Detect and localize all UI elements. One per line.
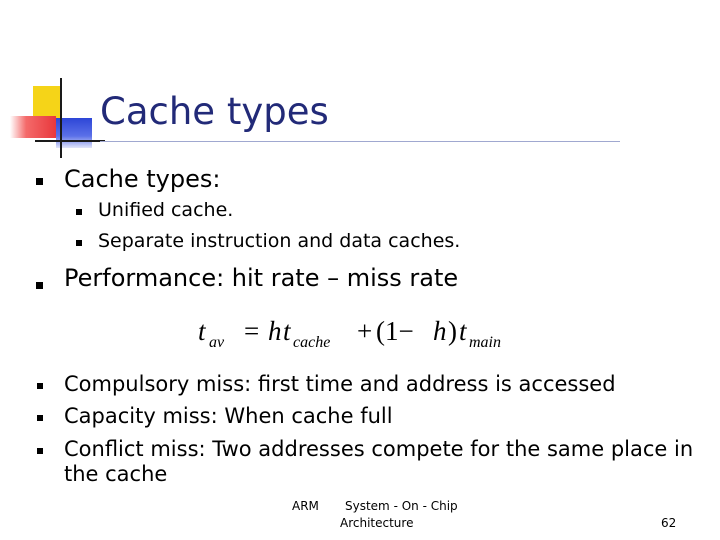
sub-bullet-unified: Unified cache. bbox=[98, 199, 234, 221]
formula-sub-cache: cache bbox=[293, 334, 331, 351]
formula-t-cache: t bbox=[283, 316, 291, 346]
sub-bullet-marker bbox=[76, 240, 82, 246]
bullet-marker bbox=[37, 383, 43, 389]
page-number: 62 bbox=[661, 516, 677, 530]
bullet-marker bbox=[36, 178, 43, 185]
bullet-marker bbox=[37, 415, 43, 421]
bullet-performance: Performance: hit rate – miss rate bbox=[64, 264, 459, 292]
formula-t-av: t bbox=[198, 316, 206, 346]
footer-center-line1: System - On - Chip bbox=[345, 499, 458, 513]
formula-equals: = bbox=[244, 316, 260, 346]
logo-red-square bbox=[10, 116, 56, 138]
formula-close-paren: ) bbox=[448, 316, 457, 346]
formula-h: h bbox=[268, 316, 282, 346]
bullet-compulsory-miss: Compulsory miss: first time and address is accessed bbox=[64, 372, 616, 396]
title-underline bbox=[100, 141, 620, 142]
logo-vertical-line bbox=[60, 78, 62, 158]
bullet-marker bbox=[36, 282, 43, 289]
logo-horizontal-line bbox=[35, 140, 105, 142]
average-time-formula bbox=[196, 310, 526, 354]
sub-bullet-marker bbox=[76, 209, 82, 215]
formula-sub-main: main bbox=[469, 334, 501, 351]
sub-bullet-separate: Separate instruction and data caches. bbox=[98, 230, 461, 252]
formula-open-paren: (1− bbox=[376, 316, 414, 346]
formula-sub-av: av bbox=[209, 334, 225, 351]
slide-logo bbox=[0, 0, 110, 170]
slide-title: Cache types bbox=[100, 90, 329, 133]
logo-yellow-square bbox=[33, 86, 61, 118]
bullet-conflict-miss-cont: the cache bbox=[64, 462, 168, 486]
footer-left: ARM bbox=[292, 499, 319, 513]
formula-h2: h bbox=[433, 316, 447, 346]
bullet-marker bbox=[37, 448, 43, 454]
bullet-capacity-miss: Capacity miss: When cache full bbox=[64, 404, 393, 428]
footer-center-line2: Architecture bbox=[340, 516, 414, 530]
bullet-cache-types: Cache types: bbox=[64, 165, 221, 193]
formula-t-main: t bbox=[459, 316, 467, 346]
formula-plus: + bbox=[357, 316, 373, 346]
bullet-conflict-miss: Conflict miss: Two addresses compete for the same place in bbox=[64, 437, 694, 461]
